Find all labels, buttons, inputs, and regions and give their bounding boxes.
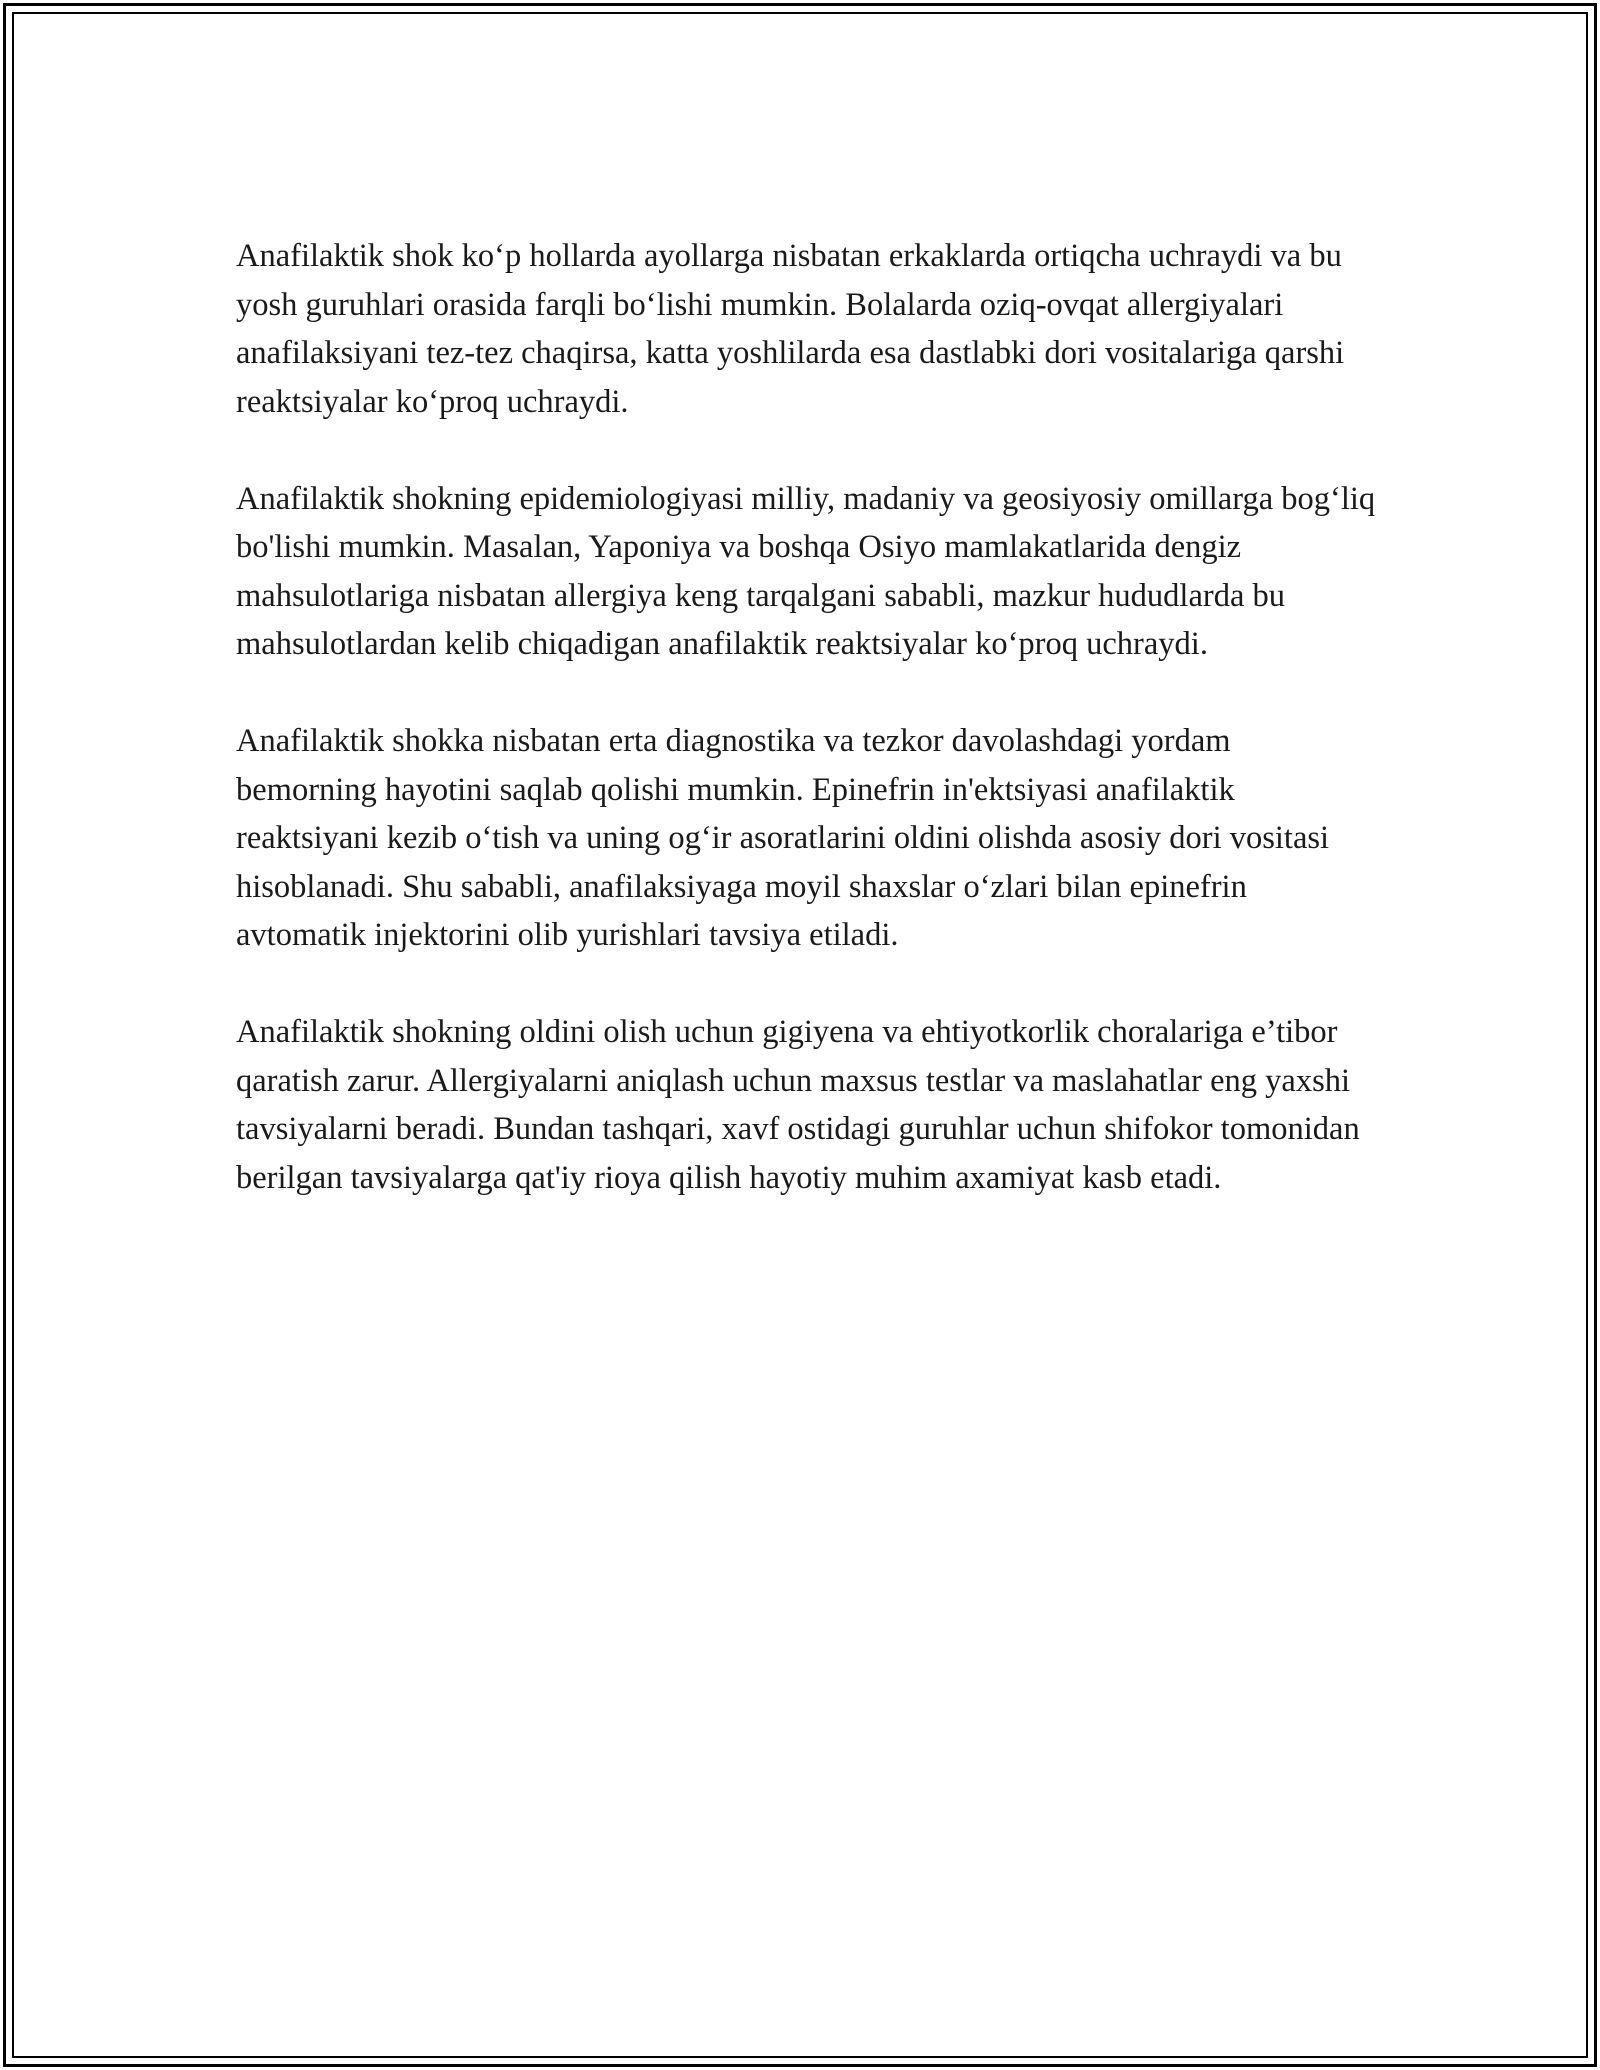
paragraph-1: Anafilaktik shok ko‘p hollarda ayollarga nisbatan erkaklarda ortiqcha uchraydi va bu yosh guruhlari orasida farqli bo‘lishi mumkin. Bolalarda oziq-ovqat allergiyalari anafilaksiyani tez-tez chaqirsa, katta yoshlilarda esa dastlabki dori vositalariga qarshi reaktsiyalar ko‘proq uchraydi. — [236, 238, 1345, 420]
document-body — [236, 232, 1376, 1251]
paragraph-4: Anafilaktik shokning oldini olish uchun gigiyena va ehtiyotkorlik choralariga e’tibor qaratish zarur. Allergiyalarni aniqlash uchun maxsus testlar va maslahatlar eng yaxshi tavsiyalarni beradi. Bundan tashqari, xavf ostidagi guruhlar uchun shifokor tomonidan berilgan tavsiyalarga qat'iy rioya qilish hayotiy muhim axamiyat kasb etadi. — [236, 1014, 1360, 1196]
paragraph-2: Anafilaktik shokning epidemiologiyasi milliy, madaniy va geosiyosiy omillarga bog‘liq bo'lishi mumkin. Masalan, Yaponiya va boshqa Osiyo mamlakatlarida dengiz mahsulotlariga nisbatan allergiya keng tarqalgani sababli, mazkur hududlarda bu mahsulotlardan kelib chiqadigan anafilaktik reaktsiyalar ko‘proq uchraydi. — [236, 480, 1376, 662]
paragraph-3: Anafilaktik shokka nisbatan erta diagnostika va tezkor davolashdagi yordam bemorning hayotini saqlab qolishi mumkin. Epinefrin in'ektsiyasi anafilaktik reaktsiyani kezib o‘tish va uning og‘ir asoratlarini oldini olishda asosiy dori vositasi hisoblanadi. Shu sababli, anafilaksiyaga moyil shaxslar o‘zlari bilan epinefrin avtomatik injektorini olib yurishlari tavsiya etiladi. — [236, 723, 1330, 953]
